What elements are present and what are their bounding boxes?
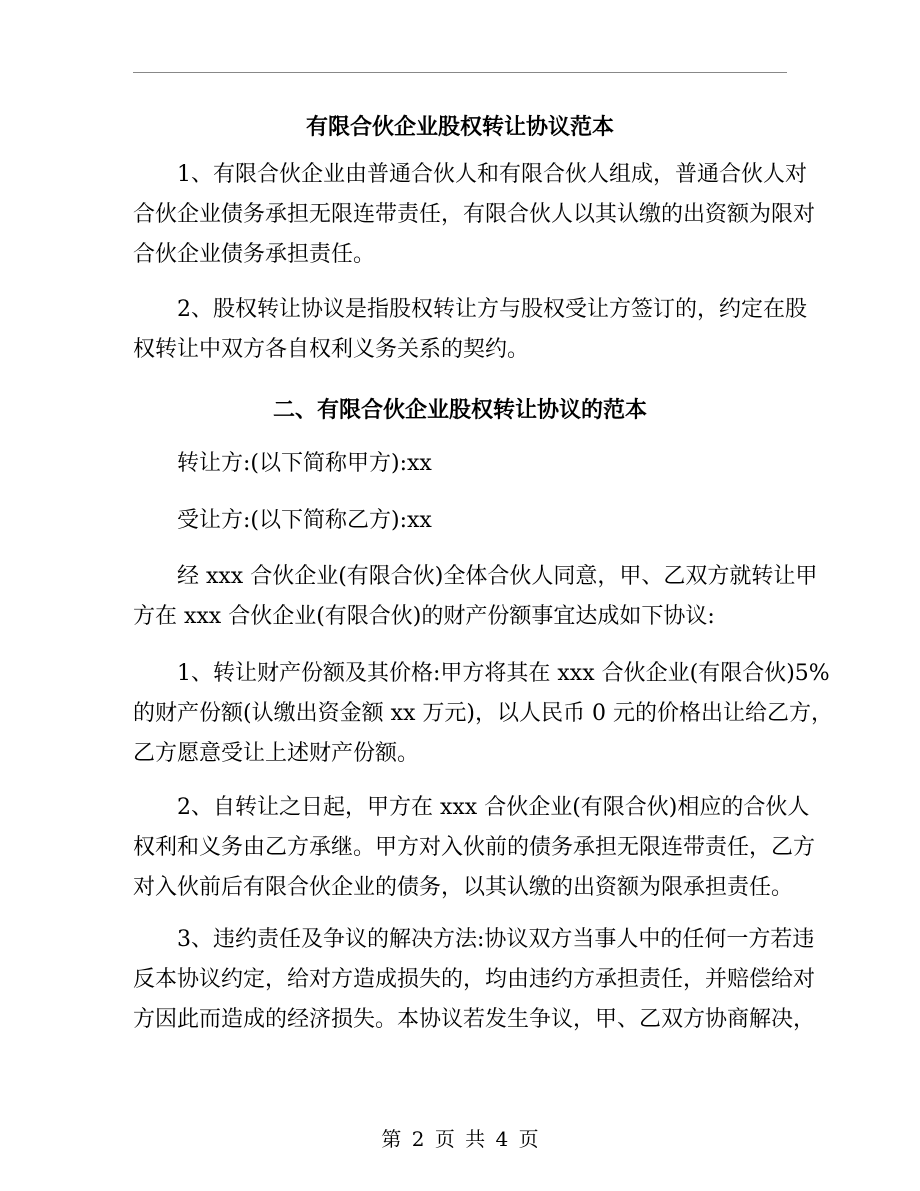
paragraph-line: 乙方愿意受让上述财产份额。 bbox=[133, 741, 420, 766]
clause-3 bbox=[133, 920, 816, 1040]
agreement-intro bbox=[133, 557, 818, 637]
clause-2 bbox=[133, 788, 816, 908]
paragraph-line: 方因此而造成的经济损失。本协议若发生争议，甲、乙双方协商解决， bbox=[133, 1007, 816, 1032]
paragraph-line: 权转让中双方各自权利义务关系的契约。 bbox=[133, 337, 530, 362]
paragraph-line: 合伙企业债务承担无限连带责任，有限合伙人以其认缴的出资额为限对 bbox=[133, 202, 816, 227]
paragraph-line: 权利和义务由乙方承继。甲方对入伙前的债务承担无限连带责任，乙方 bbox=[133, 835, 816, 860]
section-heading: 二、有限合伙企业股权转让协议的范本 bbox=[272, 397, 647, 423]
transferor-text: 转让方:(以下简称甲方):xx bbox=[177, 451, 432, 476]
paragraph-2 bbox=[133, 290, 807, 370]
paragraph-1 bbox=[133, 155, 816, 275]
paragraph-line: 3、违约责任及争议的解决方法:协议双方当事人中的任何一方若违 bbox=[177, 927, 815, 952]
paragraph-line: 反本协议约定，给对方造成损失的，均由违约方承担责任，并赔偿给对 bbox=[133, 967, 816, 992]
paragraph-line: 方在 xxx 合伙企业(有限合伙)的财产份额事宜达成如下协议: bbox=[133, 604, 715, 629]
clause-1 bbox=[133, 654, 833, 774]
paragraph-line: 2、股权转让协议是指股权转让方与股权受让方签订的，约定在股 bbox=[177, 297, 807, 322]
header-rule bbox=[133, 72, 787, 73]
paragraph-line: 1、转让财产份额及其价格:甲方将其在 xxx 合伙企业(有限合伙)5% bbox=[177, 661, 830, 686]
transferee-text: 受让方:(以下简称乙方):xx bbox=[177, 508, 432, 533]
paragraph-line: 的财产份额(认缴出资金额 xx 万元)，以人民币 0 元的价格出让给乙方， bbox=[133, 701, 833, 726]
paragraph-line: 经 xxx 合伙企业(有限合伙)全体合伙人同意，甲、乙双方就转让甲 bbox=[177, 564, 818, 589]
page-number: 第 2 页 共 4 页 bbox=[381, 1127, 539, 1151]
transferor-line bbox=[133, 444, 787, 484]
paragraph-line: 合伙企业债务承担责任。 bbox=[133, 242, 376, 267]
paragraph-line: 2、自转让之日起，甲方在 xxx 合伙企业(有限合伙)相应的合伙人 bbox=[177, 795, 810, 820]
paragraph-line: 对入伙前后有限合伙企业的债务，以其认缴的出资额为限承担责任。 bbox=[133, 875, 794, 900]
paragraph-line: 1、有限合伙企业由普通合伙人和有限合伙人组成，普通合伙人对 bbox=[177, 162, 807, 187]
document-title: 有限合伙企业股权转让协议范本 bbox=[305, 114, 614, 140]
transferee-line bbox=[133, 501, 787, 541]
